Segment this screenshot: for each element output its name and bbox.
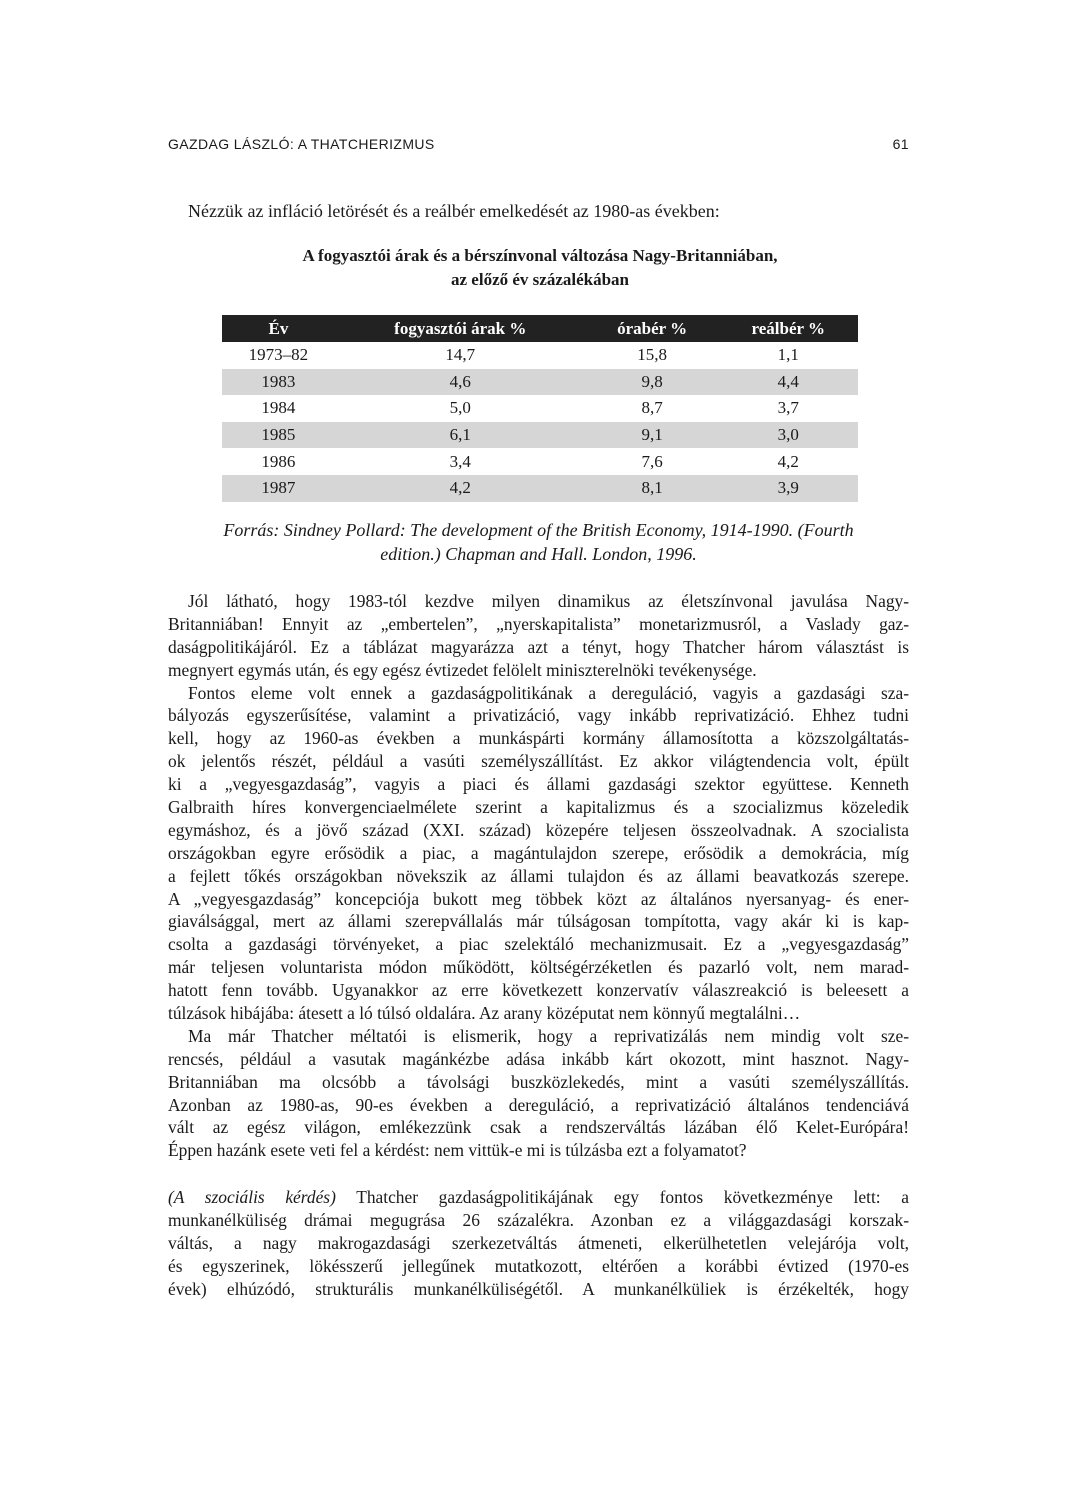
column-header-year: Év: [222, 315, 335, 342]
table-cell: 3,7: [777, 398, 799, 418]
table-row: [222, 342, 858, 369]
table-row: [222, 395, 858, 422]
table-cell: 9,1: [586, 422, 719, 449]
table-cell: 1,1: [777, 345, 799, 365]
table-row: [222, 475, 858, 502]
column-header-real-wage: reálbér %: [719, 315, 858, 342]
body-line: egymáshoz, és a jövő század (XXI. század) közepére teljesen összeolvadnak. A szocialista: [168, 819, 909, 840]
body-line: már teljesen voluntarista módon működött, költségérzéketlen és pazarló volt, nem marad-: [168, 957, 909, 978]
body-line: váltás, a nagy makrogazdasági szerkezetváltás átmeneti, elkerülhetetlen velejárója volt,: [168, 1232, 909, 1253]
body-line: Azonban az 1980-as, 90-es években a dereguláció, a reprivatizáció általános tendenciává: [168, 1094, 909, 1115]
table-row: [222, 369, 858, 396]
table-cell: 1986: [261, 451, 296, 471]
running-header: [168, 136, 909, 156]
table-cell: 1973–82: [248, 345, 309, 365]
page-number: 61: [892, 136, 909, 152]
body-line: Galbraith híres konvergenciaelmélete szerint a kapitalizmus és a szocializmus közeledik: [168, 797, 909, 818]
body-line: Éppen hazánk esete veti fel a kérdést: nem vittük-e mi is túlzásba ezt a folyamatot?: [168, 1140, 747, 1161]
table-row: [222, 422, 858, 449]
table-cell: 1987: [222, 475, 335, 502]
body-line: bályozás egyszerűsítése, valamint a privatizáció, vagy inkább reprivatizáció. Ehhez tudni: [168, 705, 909, 726]
table-cell: 1983: [222, 369, 335, 396]
table-cell: 6,1: [335, 422, 586, 449]
table-cell: 4,6: [335, 369, 586, 396]
running-title: GAZDAG LÁSZLÓ: A THATCHERIZMUS: [168, 136, 435, 152]
body-paragraphs: [168, 590, 909, 1162]
body-line: [168, 1186, 909, 1209]
intro-sentence: Nézzük az infláció letörését és a reálbér emelkedését az 1980-as években:: [188, 201, 720, 221]
column-header-consumer-prices: fogyasztói árak %: [335, 315, 586, 342]
section-label: (A szociális kérdés): [168, 1187, 336, 1207]
table-caption-line: A fogyasztói árak és a bérszínvonal változása Nagy-Britanniában,: [302, 246, 778, 265]
body-line: daságpolitikájáról. Ez a táblázat magyarázza azt a tényt, hogy Thatcher három választást is: [168, 636, 909, 657]
table-cell: 3,0: [719, 422, 858, 449]
body-line: túlzások hibájába: átesett a ló túlsó oldalára. Az arany középutat nem könnyű megtalálni…: [168, 1003, 801, 1024]
body-line: Fontos eleme volt ennek a gazdaságpolitikának a dereguláció, vagyis a gazdasági sza-: [188, 682, 909, 703]
table-cell: 4,2: [335, 475, 586, 502]
body-line: A „vegyesgazdaság” koncepciója bukott meg többek közt az általános nyersanyag- és ener-: [168, 888, 909, 909]
body-line: Ma már Thatcher méltatói is elismerik, hogy a reprivatizálás nem mindig volt sze-: [188, 1025, 909, 1046]
table-cell: 3,4: [449, 451, 471, 471]
body-line: csolta a gazdasági törvényeket, a piac szelektáló mechanizmusait. Ez a „vegyesgazdaság”: [168, 934, 909, 955]
table-cell: 8,7: [641, 398, 663, 418]
body-line: rencsés, például a vasutak magánkézbe adása inkább kárt okozott, mint hasznot. Nagy-: [168, 1048, 909, 1069]
table-cell: 14,7: [445, 345, 476, 365]
body-line: országokban egyre erősödik a piac, a magántulajdon szerepe, erősödik a demokrácia, míg: [168, 842, 909, 863]
price-wage-table: [222, 315, 858, 502]
table-cell: 4,4: [719, 369, 858, 396]
body-line: vált az egész világon, emlékezzünk csak a rendszerváltás lázában élő Kelet-Európára!: [168, 1117, 909, 1138]
body-line: és egyszerinek, lökésszerű jellegűnek mutatkozott, eltérően a korábbi évtized (1970-es: [168, 1255, 909, 1276]
table-cell: 3,9: [719, 475, 858, 502]
body-line: évek) elhúzódó, strukturális munkanélküliségétől. A munkanélküliek is érzékelték, hogy: [168, 1278, 909, 1299]
table-header-row: [222, 315, 858, 342]
body-line: megnyert egymás után, és egy egész évtizedet felölelt miniszterelnöki tevékenysége.: [168, 659, 757, 680]
body-line: ok jelentős részét, például a vasúti személyszállítást. Ez akkor világtendencia volt, épült: [168, 751, 909, 772]
body-line: hatott fenn tovább. Ugyanakkor az erre következett konzervatív válaszreakció is beleesett a: [168, 980, 909, 1001]
table-cell: 5,0: [449, 398, 471, 418]
table-cell: 8,1: [586, 475, 719, 502]
social-question-section: [168, 1186, 909, 1300]
source-line: Forrás: Sindney Pollard: The development of the British Economy, 1914-1990. (Fourth: [223, 520, 854, 540]
body-line: Jól látható, hogy 1983-tól kezdve milyen dinamikus az életszínvonal javulása Nagy-: [188, 591, 909, 611]
body-line: giaválsággal, mert az állami szerepvállalás már túlságosan tompította, vagy akár ki is kap-: [168, 911, 909, 932]
body-line: Britanniában ma olcsóbb a távolsági buszközlekedés, mint a vasúti személyszállítás.: [168, 1071, 909, 1092]
body-line: ki a „vegyesgazdaság”, vagyis a piaci és állami gazdasági szektor együttese. Kenneth: [168, 774, 909, 795]
body-line: kell, hogy az 1960-as években a munkáspárti kormány államosította a közszolgáltatás-: [168, 728, 909, 749]
body-line: munkanélküliség drámai megugrása 26 százalékra. Azonban ez a világgazdasági korszak-: [168, 1209, 909, 1230]
table-cell: 4,2: [777, 451, 799, 471]
table-cell: 7,6: [641, 451, 663, 471]
table-cell: 9,8: [586, 369, 719, 396]
body-line: a fejlett tőkés országokban növekszik az állami tulajdon és az állami beavatkozás szerepe.: [168, 865, 909, 886]
body-line-text: Thatcher gazdaságpolitikájának egy fontos következménye lett: a: [335, 1187, 909, 1207]
source-line: edition.) Chapman and Hall. London, 1996.: [380, 544, 697, 564]
table-caption-line: az előző év százalékában: [451, 270, 629, 289]
table-cell: 15,8: [637, 345, 667, 365]
body-line: Britanniában! Ennyit az „embertelen”, „nyerskapitalista” monetarizmusról, a Vaslady gaz-: [168, 613, 909, 634]
table-cell: 1984: [261, 398, 296, 418]
column-header-hourly-wage: órabér %: [586, 315, 719, 342]
table-source-note: [168, 518, 909, 566]
table-caption: [222, 244, 858, 292]
table-row: [222, 448, 858, 475]
table-cell: 1985: [222, 422, 335, 449]
